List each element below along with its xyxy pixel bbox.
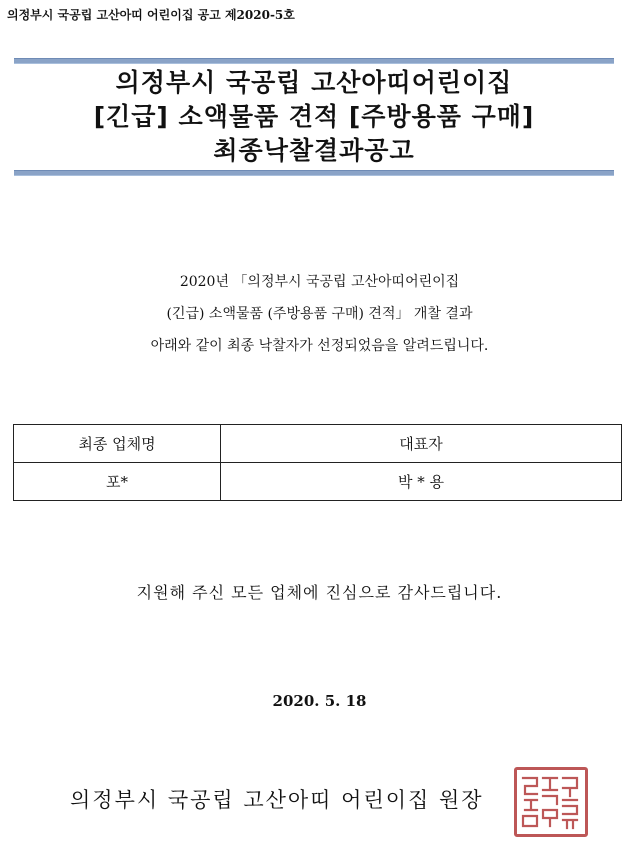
title-line-2: [긴급] 소액물품 견적 [주방용품 구매] bbox=[93, 102, 535, 131]
official-seal-icon bbox=[514, 767, 588, 837]
thanks-message: 지원해 주신 모든 업체에 진심으로 감사드립니다. bbox=[136, 583, 503, 602]
title-rule-bottom bbox=[14, 170, 614, 176]
cell-representative: 박 * 용 bbox=[221, 463, 622, 501]
title-line-3: 최종낙찰결과공고 bbox=[213, 136, 415, 165]
title-box bbox=[14, 58, 614, 176]
intro-line-1: 2020년 「의정부시 국공립 고산아띠어린이집 bbox=[179, 274, 460, 290]
title-line-1: 의정부시 국공립 고산아띠어린이집 bbox=[115, 68, 513, 97]
result-table bbox=[13, 424, 622, 501]
header-representative: 대표자 bbox=[221, 425, 622, 463]
page-title bbox=[14, 66, 614, 168]
intro-paragraph bbox=[0, 266, 639, 362]
seal-graphic bbox=[517, 770, 585, 834]
title-rule-top bbox=[14, 58, 614, 64]
cell-company-name: 포* bbox=[14, 463, 221, 501]
notice-date: 2020. 5. 18 bbox=[272, 692, 367, 710]
issuer-signature: 의정부시 국공립 고산아띠 어린이집 원장 bbox=[70, 788, 484, 812]
intro-line-2: (긴급) 소액물품 (주방용품 구매) 견적」 개찰 결과 bbox=[166, 306, 473, 322]
table-row bbox=[14, 463, 622, 501]
table-header-row bbox=[14, 425, 622, 463]
intro-line-3: 아래와 같이 최종 낙찰자가 선정되었음을 알려드립니다. bbox=[150, 338, 489, 354]
notice-number: 의정부시 국공립 고산아띠 어린이집 공고 제2020-5호 bbox=[7, 8, 295, 22]
header-company-name: 최종 업체명 bbox=[14, 425, 221, 463]
